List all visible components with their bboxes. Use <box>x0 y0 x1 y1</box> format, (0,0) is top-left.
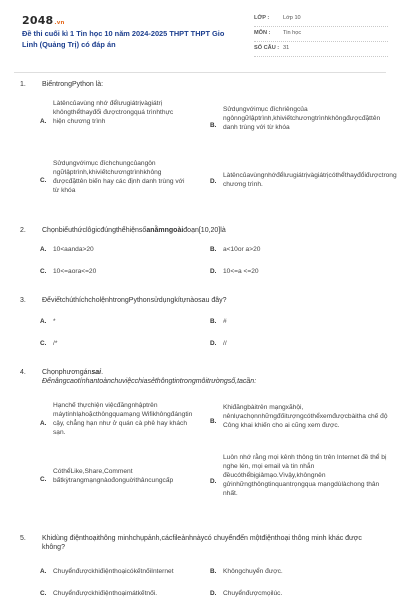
question-2 <box>20 226 394 282</box>
question-number: 2. <box>20 227 26 234</box>
option-a[interactable]: A. 10<aanda>20 <box>40 246 94 253</box>
option-c[interactable]: C. CóthểLike,Share,Comment bấtkỳtrangmạngnàođonguờithâncungcấp <box>40 468 174 484</box>
question-3 <box>20 296 394 352</box>
question-number: 5. <box>20 535 26 542</box>
question-text: Chọnphươngánsai. Đểnângcaotínhantoànchuviệcchiasẻthôngtintrongmôitrườngsố,tacần: <box>42 369 257 386</box>
meta-row-subject: MÔN : Tin học <box>254 27 388 42</box>
meta-row-class: LỚP : Lớp 10 <box>254 12 388 27</box>
exam-meta <box>254 12 388 57</box>
option-c[interactable]: C. /* <box>40 340 58 347</box>
option-a[interactable]: A. Hạnchế thựchiện việcđăngnhậptrên máytínhlạhoặcthôngquamạng Wifikhôngđángtin cậy, chẳng hạn như ở quán cà phê hay khách sạn. <box>40 402 193 436</box>
question-text: Khidùng điệnthoạithông minhchụpảnh,cácfileảnhnàycó chuyểnđến mộtđiệnthoại thông minh khác được không? <box>42 535 362 552</box>
option-c[interactable]: C. 10<=aora<=20 <box>40 268 97 275</box>
site-logo[interactable]: 2048.vn <box>22 14 65 27</box>
question-number: 3. <box>20 297 26 304</box>
question-text: BiếntrongPython là: <box>42 81 104 88</box>
option-b[interactable]: B. Khôngchuyển được. <box>210 568 283 575</box>
page-header <box>22 12 388 60</box>
option-d[interactable]: D. Làtêncủavùngnhớđểlưugiátrịvàgiátrịcóthểthayđổiđượctrong chương trình. <box>210 172 397 188</box>
option-b[interactable]: B. a<10or a>20 <box>210 246 261 253</box>
option-d[interactable]: D. Chuyểnđượcmọilúc. <box>210 590 283 597</box>
question-1 <box>20 80 397 210</box>
option-b[interactable]: B. # <box>210 318 227 325</box>
question-text: ĐểviếtchúthíchcholệnhtrongPythonsửdụngkítựnàosau đây? <box>42 297 227 304</box>
option-a[interactable]: A. Làtêncủavùng nhớ đểlưugiátrịvàgiátrị khôngthểthayđổi đượctrongquá trìnhthực hiện chương trình <box>40 100 174 125</box>
question-number: 1. <box>20 81 26 88</box>
exam-title: Đề thi cuối kì 1 Tin học 10 năm 2024-2025 THPT THPT Gio Linh (Quảng Trị) có đáp án <box>22 29 225 49</box>
option-a[interactable]: A. * <box>40 318 56 325</box>
header-divider <box>14 72 386 73</box>
option-d[interactable]: D. Luôn nhớ rằng mọi kênh thông tin trên Internet đề thể bị nghe lén, mọi email và tin nhắn đềucóthểbịgiảmạo.Vìvậy,khôngnên gửinhữngthôngtinquantrọngqua mạngdùlàchong thân nhất. <box>210 454 387 497</box>
question-5 <box>20 534 394 600</box>
meta-row-count: SỐ CÂU : 31 <box>254 42 388 57</box>
question-number: 4. <box>20 369 26 376</box>
option-d[interactable]: D. // <box>210 340 227 347</box>
option-c[interactable]: C. Sửdụngvớimục đíchchungcủangôn ngữlậptrình,khiviếtchươngtrìnhkhông đượcđặttên biến hay các định danh trùng với từ khóa <box>40 160 185 194</box>
option-b[interactable]: B. Khiđăngbàitrên mạngxãhội, nênlựachọnnhữngđốitượngcóthểxemđượcbàitha chế độ Công khai khiến cho ai cũng xem được. <box>210 404 388 429</box>
option-c[interactable]: C. Chuyểnđượckhiđiệnthoạimátkếtnối. <box>40 590 158 597</box>
option-a[interactable]: A. ChuyểnđượckhiđiệnthoạicókếtnốiInternet <box>40 568 174 575</box>
question-4 <box>20 368 394 528</box>
question-text: Chọnbiểuthứclôgicđúngthểhiệnsốanằmngoàiđoạn[10,20]là <box>42 227 226 234</box>
option-b[interactable]: B. Sửdụngvớimục đíchriêngcủa ngônngữlậptrình,khiviếtchươngtrìnhkhôngđượcđặttên danh trùng với từ khóa <box>210 106 381 131</box>
option-d[interactable]: D. 10<=a <=20 <box>210 268 259 275</box>
